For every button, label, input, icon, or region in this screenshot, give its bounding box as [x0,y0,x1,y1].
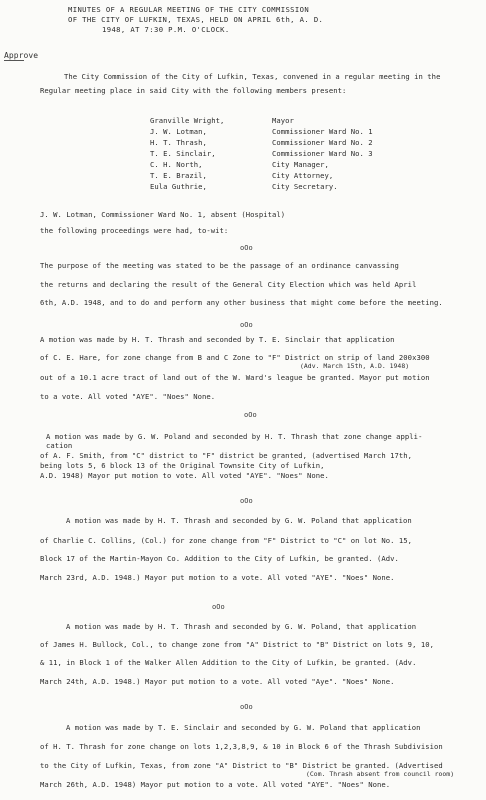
attendee-name-1: Granville Wright, [150,116,225,125]
attendee-title-1: Mayor [272,116,294,125]
attendee-name-6: T. E. Brazil, [150,171,207,180]
margin-approve-mark: Approve [4,51,39,60]
separator-5: oOo [212,603,225,611]
section-4-line-1: A motion was made by H. T. Thrash and seconded by G. W. Poland that application [66,516,412,525]
section-2-note: (Adv. March 15th, A.D. 1948) [300,362,410,370]
section-3-line-2: cation [46,441,73,450]
attendee-title-3: Commissioner Ward No. 2 [272,138,373,147]
section-1-line-2: the returns and declaring the result of the General City Election which was held April [40,280,417,289]
separator-3: oOo [244,411,257,419]
attendee-title-4: Commissioner Ward No. 3 [272,149,373,158]
separator-1: oOo [240,244,253,252]
separator-2: oOo [240,321,253,329]
section-6-line-3: to the City of Lufkin, Texas, from zone "A" District to "B" District be granted. (Advertised [40,761,443,770]
attendee-title-5: City Manager, [272,160,329,169]
section-5-line-2: of James H. Bullock, Col., to change zone from "A" District to "B" District on lots 9, 10, [40,640,434,649]
section-6-line-1: A motion was made by T. E. Sinclair and seconded by G. W. Poland that application [66,723,421,732]
section-3-line-5: A.D. 1948) Mayor put motion to vote. All voted "AYE". "Noes" None. [40,471,329,480]
section-5-line-4: March 24th, A.D. 1948.) Mayor put motion to a vote. All voted "Aye". "Noes" None. [40,677,395,686]
section-6-note: (Com. Thrash absent from council room) [306,770,455,778]
section-4-line-4: March 23rd, A.D. 1948.) Mayor put motion to a vote. All voted "AYE". "Noes" None. [40,573,395,582]
attendee-title-6: City Attorney, [272,171,334,180]
proceedings-line: the following proceedings were had, to-wit: [40,226,229,235]
absent-line: J. W. Lotman, Commissioner Ward No. 1, absent (Hospital) [40,210,286,219]
section-5-line-1: A motion was made by H. T. Thrash and seconded by G. W. Poland, that application [66,622,417,631]
intro-line-2: Regular meeting place in said City with the following members present: [40,86,347,95]
attendee-name-4: T. E. Sinclair, [150,149,216,158]
header-line-3: 1948, AT 7:30 P.M. O'CLOCK. [102,25,230,34]
separator-6: oOo [240,703,253,711]
attendee-name-7: Eula Guthrie, [150,182,207,191]
attendee-name-2: J. W. Lotman, [150,127,207,136]
section-5-line-3: & 11, in Block 1 of the Walker Allen Addition to the City of Lufkin, be granted. (Adv. [40,658,417,667]
section-2-line-4: to a vote. All voted "AYE". "Noes" None. [40,392,216,401]
section-4-line-2: of Charlie C. Collins, (Col.) for zone change from "F" District to "C" on lot No. 15, [40,536,413,545]
separator-4: oOo [240,497,253,505]
attendee-title-7: City Secretary. [272,182,338,191]
header-line-2: OF THE CITY OF LUFKIN, TEXAS, HELD ON APRIL 6th, A. D. [68,15,324,24]
margin-underline [4,60,24,61]
section-3-line-1: A motion was made by G. W. Poland and seconded by H. T. Thrash that zone change appli- [46,432,423,441]
section-1-line-3: 6th, A.D. 1948, and to do and perform any other business that might come before the meeting. [40,298,443,307]
section-2-line-2: of C. E. Hare, for zone change from B and C Zone to "F" District on strip of land 200x300 [40,353,430,362]
section-2-line-1: A motion was made by H. T. Thrash and seconded by T. E. Sinclair that application [40,335,395,344]
intro-line-1: The City Commission of the City of Lufkin, Texas, convened in a regular meeting in the [64,72,441,81]
section-3-line-4: being lots 5, 6 block 13 of the Original Townsite City of Lufkin, [40,461,325,470]
header-line-1: MINUTES OF A REGULAR MEETING OF THE CITY COMMISSION [68,5,310,14]
attendee-title-2: Commissioner Ward No. 1 [272,127,373,136]
section-3-line-3: of A. F. Smith, from "C" district to "F" district be granted, (advertised March 17th, [40,451,413,460]
section-4-line-3: Block 17 of the Martin-Mayon Co. Addition to the City of Lufkin, be granted. (Adv. [40,554,399,563]
section-1-line-1: The purpose of the meeting was stated to be the passage of an ordinance canvassing [40,261,399,270]
attendee-name-5: C. H. North, [150,160,203,169]
section-2-line-3: out of a 10.1 acre tract of land out of the W. Ward's league be granted. Mayor put motion [40,373,430,382]
section-6-line-4: March 26th, A.D. 1948) Mayor put motion to a vote. All voted "AYE". "Noes" None. [40,780,391,789]
attendee-name-3: H. T. Thrash, [150,138,207,147]
section-6-line-2: of H. T. Thrash for zone change on lots 1,2,3,8,9, & 10 in Block 6 of the Thrash Subdivision [40,742,443,751]
